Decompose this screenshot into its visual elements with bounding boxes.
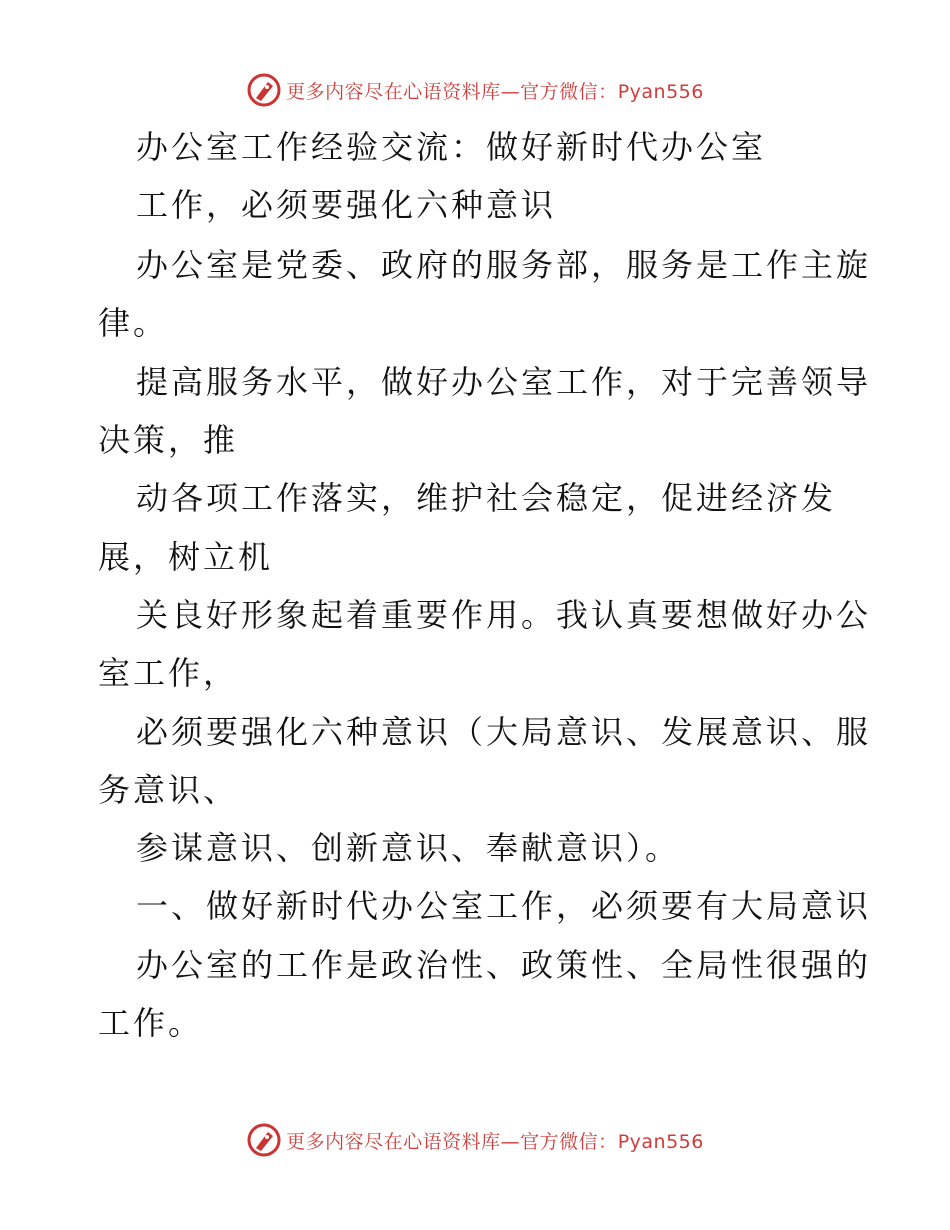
- paragraph-line: 律。: [98, 304, 169, 342]
- paragraph-line: 工作。: [98, 1004, 204, 1042]
- paragraph-line: 室工作，: [98, 654, 239, 692]
- watermark-text: 更多内容尽在心语资料库—官方微信：Pyan556: [286, 1130, 704, 1153]
- paragraph-line: 关良好形象起着重要作用。我认真要想做好办公: [136, 596, 872, 634]
- section-heading: 一、做好新时代办公室工作，必须要有大局意识: [136, 887, 872, 925]
- paragraph-line: 参谋意识、创新意识、奉献意识）。: [136, 829, 681, 867]
- paragraph-line: 提高服务水平，做好办公室工作，对于完善领导: [136, 363, 872, 401]
- paragraph-line: 动各项工作落实，维护社会稳定，促进经济发: [136, 479, 837, 517]
- paragraph-line: 决策，推: [98, 421, 239, 459]
- paragraph-line: 办公室是党委、政府的服务部，服务是工作主旋: [136, 246, 872, 284]
- pen-nib-icon: [246, 1122, 282, 1158]
- watermark-text: 更多内容尽在心语资料库—官方微信：Pyan556: [286, 80, 704, 103]
- paragraph-line: 展，树立机: [98, 538, 274, 576]
- paragraph-line: 必须要强化六种意识（大局意识、发展意识、服: [136, 713, 872, 751]
- doc-title-line-2: 工作，必须要强化六种意识: [136, 186, 557, 224]
- paragraph-line: 务意识、: [98, 771, 239, 809]
- paragraph-line: 办公室的工作是政治性、政策性、全局性很强的: [136, 946, 872, 984]
- footer-watermark: [0, 1120, 950, 1160]
- doc-title-line-1: 办公室工作经验交流：做好新时代办公室: [136, 128, 767, 166]
